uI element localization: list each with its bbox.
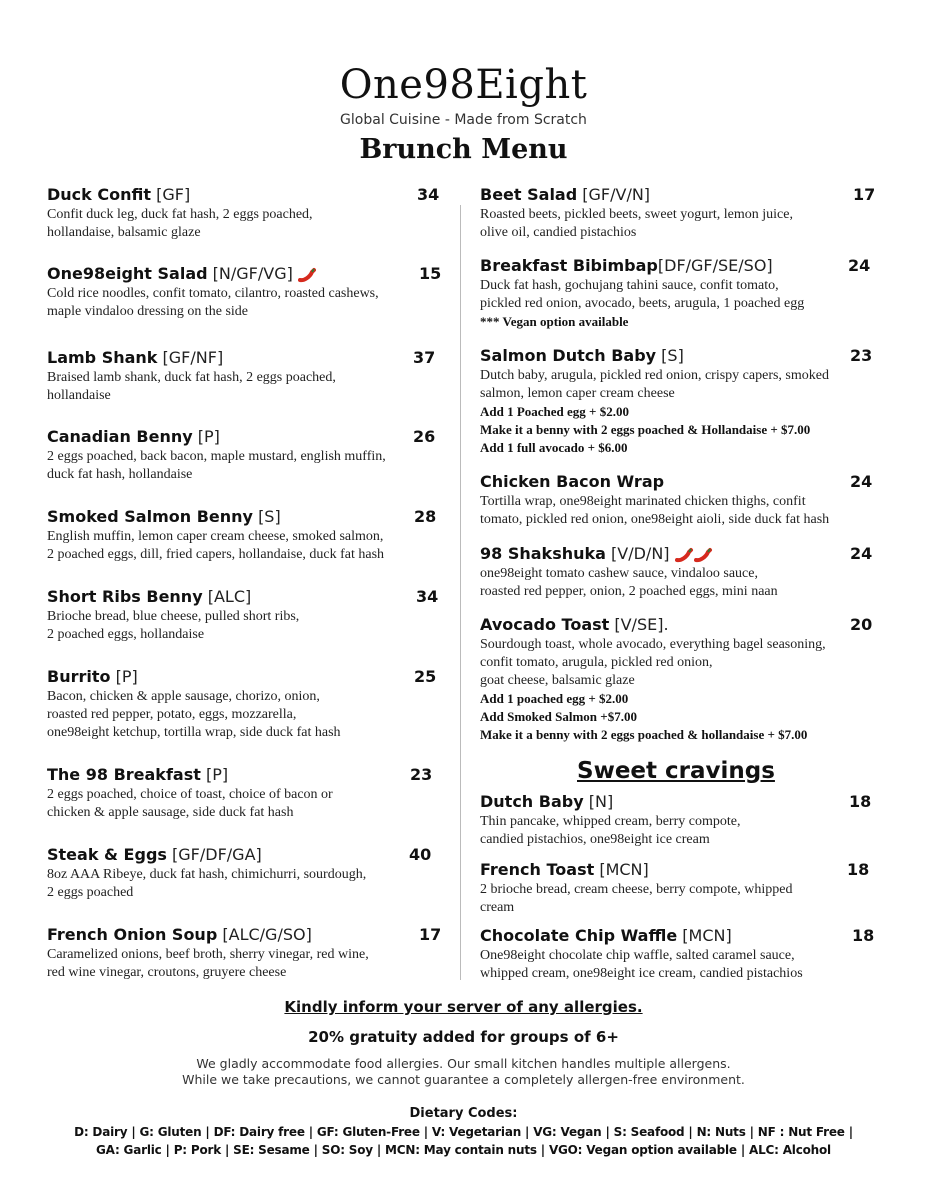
item-desc-line: 2 eggs poached, back bacon, maple mustard, english muffin, <box>47 449 386 464</box>
item-price: 24 <box>850 544 873 563</box>
item-desc-line: candied pistachios, one98eight ice cream <box>480 832 710 847</box>
item-desc-line: Bacon, chicken & apple sausage, chorizo, onion, <box>47 689 320 704</box>
item-tags: [GF/DF/GA] <box>172 845 262 864</box>
gratuity-notice: 20% gratuity added for groups of 6+ <box>308 1028 619 1046</box>
item-price: 40 <box>409 845 432 864</box>
menu-item <box>480 346 880 457</box>
item-desc-line: Brioche bread, blue cheese, pulled short ribs, <box>47 609 300 624</box>
item-desc-line: goat cheese, balsamic glaze <box>480 673 635 688</box>
item-tags: [N] <box>583 792 614 811</box>
item-desc-line: salmon, lemon caper cream cheese <box>480 386 675 401</box>
item-tags: [MCN] <box>594 860 649 879</box>
menu-item <box>47 587 442 644</box>
item-desc-line: duck fat hash, hollandaise <box>47 467 193 482</box>
item-price: 18 <box>847 860 870 879</box>
item-desc-line: English muffin, lemon caper cream cheese, smoked salmon, <box>47 529 384 544</box>
item-name: Steak & Eggs <box>47 845 167 864</box>
menu-item <box>47 427 442 484</box>
item-desc-line: chicken & apple sausage, side duck fat hash <box>47 805 294 820</box>
menu-title: Brunch Menu <box>359 134 568 165</box>
item-desc-line: olive oil, candied pistachios <box>480 225 637 240</box>
item-price: 24 <box>848 256 871 275</box>
item-name: The 98 Breakfast <box>47 765 201 784</box>
item-price: 34 <box>416 587 439 606</box>
item-name: Chocolate Chip Waffle <box>480 926 678 945</box>
item-name: Beet Salad <box>480 185 578 204</box>
item-name: Dutch Baby <box>480 792 584 811</box>
item-price: 18 <box>849 792 872 811</box>
item-desc-line: Caramelized onions, beef broth, sherry vinegar, red wine, <box>47 947 369 962</box>
item-tags: [S] <box>258 507 281 526</box>
item-desc-line: Thin pancake, whipped cream, berry compote, <box>480 814 741 829</box>
item-extra: *** Vegan option available <box>480 314 629 329</box>
item-tags: [P] <box>115 667 138 686</box>
item-name: Burrito <box>47 667 111 686</box>
menu-item <box>480 926 880 983</box>
item-extra: Add 1 full avocado + $6.00 <box>480 440 628 455</box>
item-desc-line: Dutch baby, arugula, pickled red onion, crispy capers, smoked <box>480 368 829 383</box>
item-name: Smoked Salmon Benny <box>47 507 253 526</box>
brand-name: One98Eight <box>339 62 588 108</box>
menu-item <box>47 507 442 564</box>
item-tags: [GF/NF] <box>162 348 224 367</box>
item-tags: [GF/V/N] <box>577 185 651 204</box>
menu-item <box>47 765 442 822</box>
item-extra: Make it a benny with 2 eggs poached & Hollandaise + $7.00 <box>480 422 811 437</box>
tagline: Global Cuisine - Made from Scratch <box>340 112 587 128</box>
item-name: Duck Confit <box>47 185 151 204</box>
menu-item <box>47 925 442 982</box>
menu-item <box>47 667 442 742</box>
item-desc-line: 8oz AAA Ribeye, duck fat hash, chimichurri, sourdough, <box>47 867 367 882</box>
item-name: French Toast <box>480 860 595 879</box>
item-tags: [V/D/N] <box>605 544 670 563</box>
item-price: 17 <box>419 925 442 944</box>
item-desc-line: cream <box>480 900 515 915</box>
allergen-disclaimer-line: We gladly accommodate food allergies. Our small kitchen handles multiple allergens. <box>196 1056 731 1071</box>
item-desc-line: 2 poached eggs, dill, fried capers, hollandaise, duck fat hash <box>47 547 385 562</box>
item-tags: [GF] <box>156 185 191 204</box>
item-tags: [V/SE]. <box>609 615 669 634</box>
item-desc-line: Braised lamb shank, duck fat hash, 2 eggs poached, <box>47 370 336 385</box>
item-desc-line: Sourdough toast, whole avocado, everything bagel seasoning, <box>480 637 826 652</box>
item-desc-line: hollandaise, balsamic glaze <box>47 225 201 240</box>
item-extra: Add 1 Poached egg + $2.00 <box>480 404 629 419</box>
dietary-codes-line: GA: Garlic | P: Pork | SE: Sesame | SO: Soy | MCN: May contain nuts | VGO: Vegan option available | ALC: Alcohol <box>96 1143 831 1157</box>
item-name: Salmon Dutch Baby <box>480 346 657 365</box>
item-desc-line: roasted red pepper, potato, eggs, mozzarella, <box>47 707 297 722</box>
item-price: 25 <box>414 667 437 686</box>
item-name: 98 Shakshuka <box>480 544 606 563</box>
item-desc-line: maple vindaloo dressing on the side <box>47 304 249 319</box>
chili-pepper-icon <box>298 267 316 283</box>
item-name: Canadian Benny <box>47 427 193 446</box>
dietary-codes-title: Dietary Codes: <box>409 1106 518 1121</box>
item-tags: [P] <box>197 427 220 446</box>
item-price: 34 <box>417 185 440 204</box>
item-name: Short Ribs Benny <box>47 587 203 606</box>
item-desc-line: hollandaise <box>47 388 111 403</box>
menu-item <box>47 845 442 902</box>
item-price: 18 <box>852 926 875 945</box>
item-price: 23 <box>850 346 873 365</box>
item-tags: [MCN] <box>677 926 732 945</box>
item-price: 28 <box>414 507 437 526</box>
item-desc-line: pickled red onion, avocado, beets, arugula, 1 poached egg <box>480 296 805 311</box>
allergen-disclaimer-line: While we take precautions, we cannot guarantee a completely allergen-free environment. <box>182 1072 745 1087</box>
item-desc-line: one98eight ketchup, tortilla wrap, side duck fat hash <box>47 725 341 740</box>
item-price: 23 <box>410 765 433 784</box>
item-name: Chicken Bacon Wrap <box>480 472 665 491</box>
item-price: 15 <box>419 264 442 283</box>
menu-item <box>47 185 442 242</box>
item-desc-line: red wine vinegar, croutons, gruyere cheese <box>47 965 287 980</box>
item-tags: [P] <box>205 765 229 784</box>
sweet-cravings-heading: Sweet cravings <box>577 758 775 784</box>
dietary-codes-line: D: Dairy | G: Gluten | DF: Dairy free | GF: Gluten-Free | V: Vegetarian | VG: Vegan | S: Seafood | N: Nuts | NF : Nut Free | <box>74 1125 853 1139</box>
item-price: 17 <box>853 185 876 204</box>
item-desc-line: Duck fat hash, gochujang tahini sauce, confit tomato, <box>480 278 779 293</box>
item-desc-line: Confit duck leg, duck fat hash, 2 eggs poached, <box>47 207 313 222</box>
menu-item <box>480 860 880 917</box>
menu-item <box>480 185 880 242</box>
item-extra: Add 1 poached egg + $2.00 <box>480 691 629 706</box>
item-desc-line: 2 poached eggs, hollandaise <box>47 627 205 642</box>
item-tags: [N/GF/VG] <box>212 264 293 283</box>
item-desc-line: roasted red pepper, onion, 2 poached eggs, mini naan <box>480 584 778 599</box>
column-divider <box>460 205 461 980</box>
item-extra: Make it a benny with 2 eggs poached & hollandaise + $7.00 <box>480 727 808 742</box>
item-desc-line: 2 eggs poached <box>47 885 134 900</box>
item-desc-line: one98eight tomato cashew sauce, vindaloo sauce, <box>480 566 758 581</box>
item-price: 20 <box>850 615 873 634</box>
item-name: Avocado Toast <box>480 615 610 634</box>
item-desc-line: 2 eggs poached, choice of toast, choice of bacon or <box>47 787 333 802</box>
item-tags: [ALC] <box>207 587 252 606</box>
item-price: 24 <box>850 472 873 491</box>
allergy-notice: Kindly inform your server of any allergies. <box>284 998 643 1016</box>
item-name: Breakfast Bibimbap <box>480 256 658 275</box>
item-tags: [DF/GF/SE/SO] <box>657 256 773 275</box>
item-tags: [S] <box>656 346 684 365</box>
item-price: 37 <box>413 348 436 367</box>
item-desc-line: tomato, pickled red onion, one98eight aioli, side duck fat hash <box>480 512 830 527</box>
menu-item <box>480 615 880 744</box>
item-desc-line: One98eight chocolate chip waffle, salted caramel sauce, <box>480 948 795 963</box>
menu-item <box>47 264 442 321</box>
item-desc-line: Cold rice noodles, confit tomato, cilantro, roasted cashews, <box>47 286 379 301</box>
item-desc-line: Tortilla wrap, one98eight marinated chicken thighs, confit <box>480 494 806 509</box>
menu-item <box>47 348 442 405</box>
item-desc-line: whipped cream, one98eight ice cream, candied pistachios <box>480 966 803 981</box>
menu-item <box>480 256 880 331</box>
menu-item <box>480 544 880 601</box>
item-desc-line: confit tomato, arugula, pickled red onion, <box>480 655 713 670</box>
item-name: One98eight Salad <box>47 264 208 283</box>
item-name: French Onion Soup <box>47 925 218 944</box>
item-tags: [ALC/G/SO] <box>222 925 312 944</box>
item-desc-line: Roasted beets, pickled beets, sweet yogurt, lemon juice, <box>480 207 793 222</box>
item-desc-line: 2 brioche bread, cream cheese, berry compote, whipped <box>480 882 793 897</box>
item-extra: Add Smoked Salmon +$7.00 <box>480 709 637 724</box>
menu-item <box>480 792 880 849</box>
item-price: 26 <box>413 427 436 446</box>
item-name: Lamb Shank <box>47 348 158 367</box>
double-chili-pepper-icon <box>675 547 715 563</box>
menu-item <box>480 472 880 529</box>
